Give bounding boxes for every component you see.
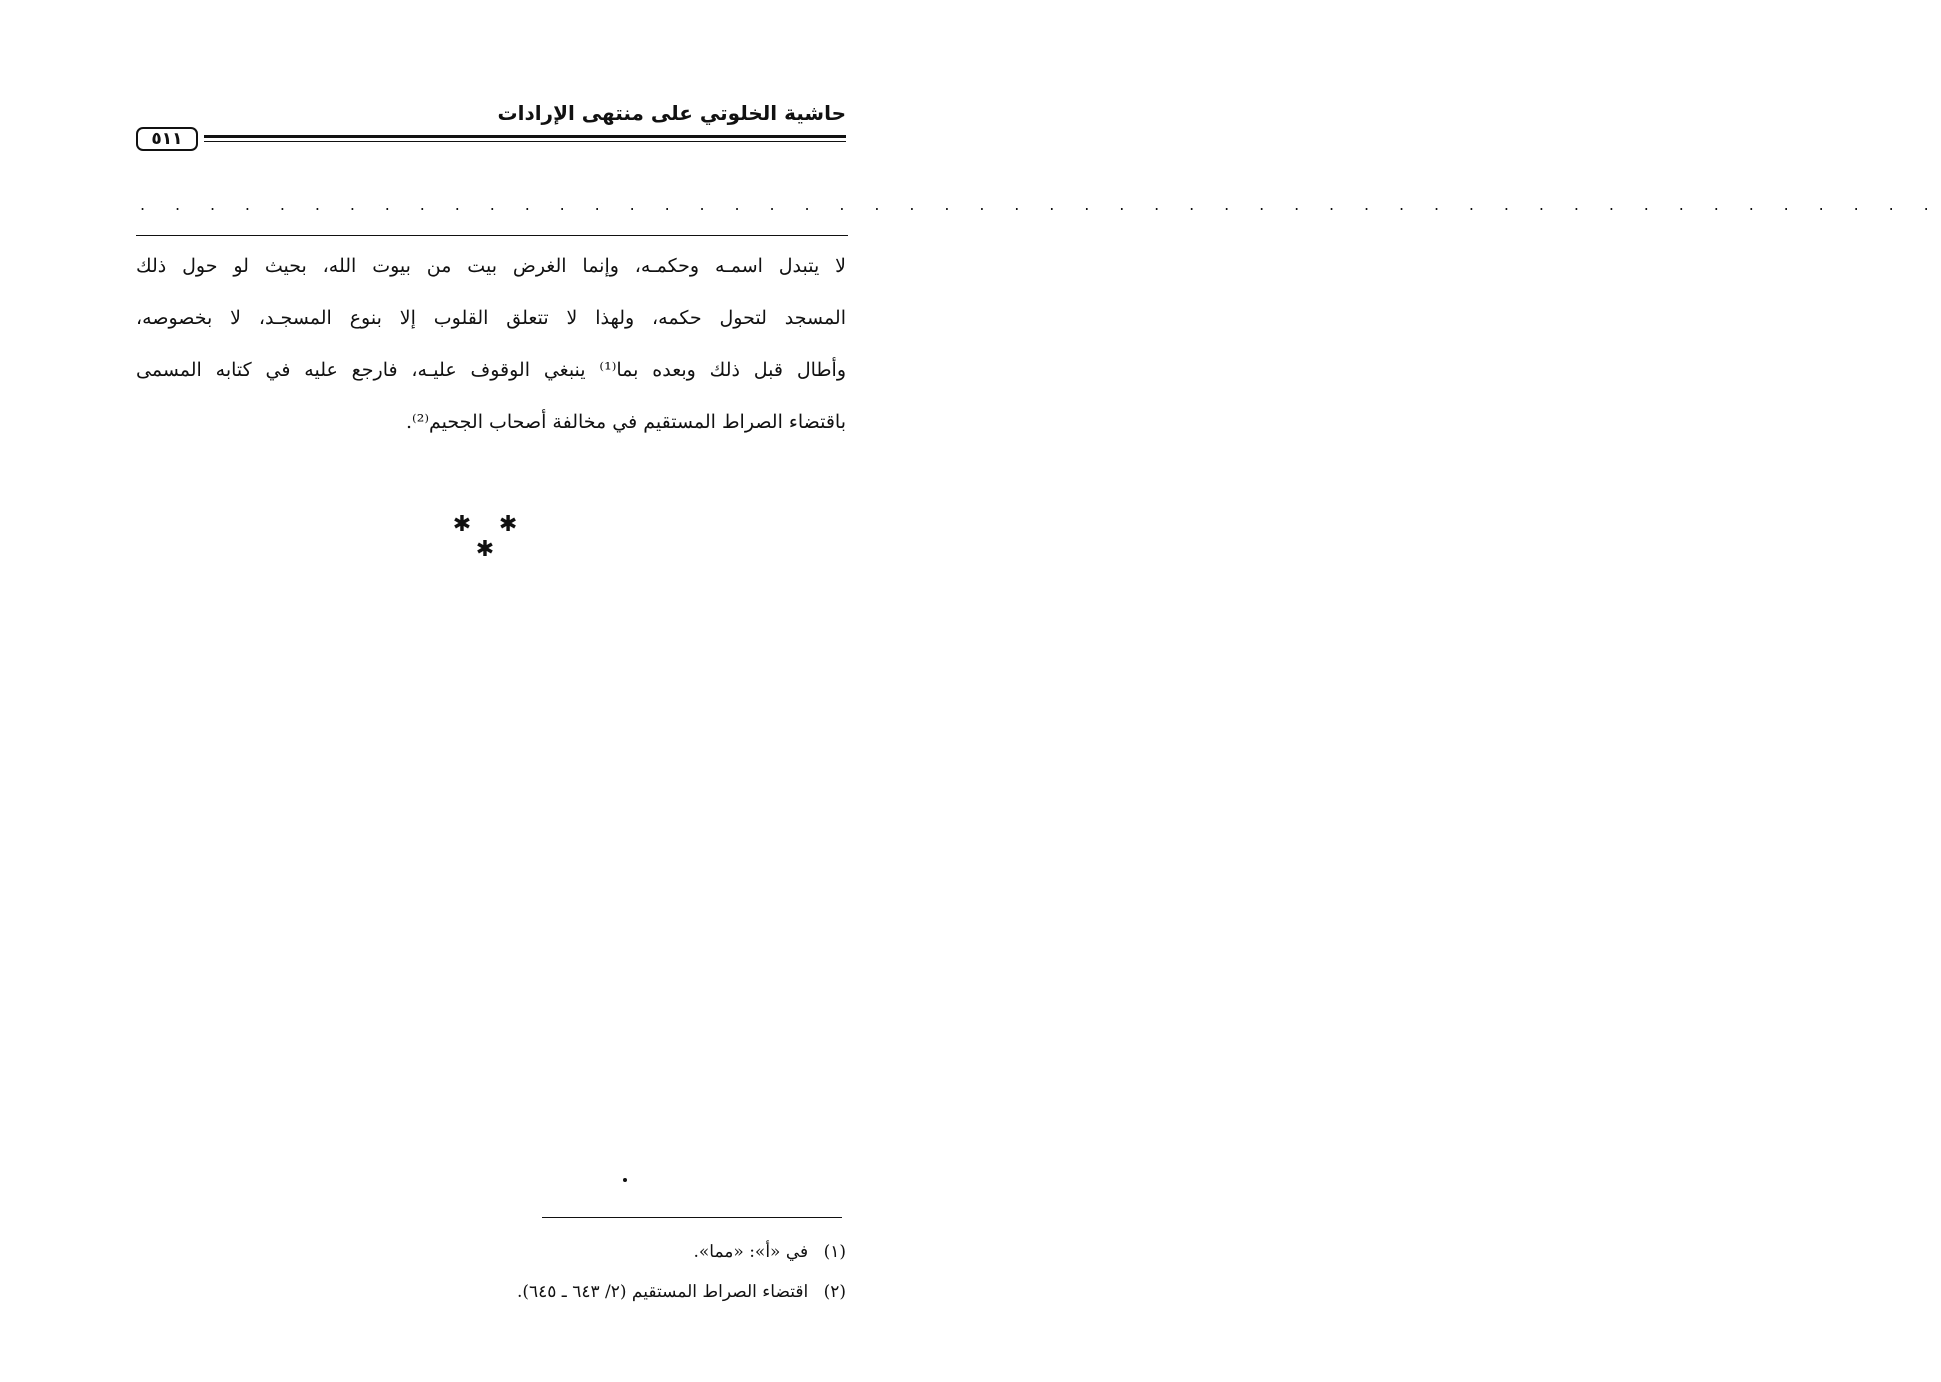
footnote-item xyxy=(286,1232,846,1272)
footnote-marker: (٢) xyxy=(823,1282,846,1302)
stray-dot xyxy=(623,1178,627,1182)
footnote-item xyxy=(286,1272,846,1312)
header-rule-thin xyxy=(204,141,846,142)
text-line: باقتضاء الصراط المستقيم في مخالفة أصحاب الجحيم⁽²⁾. xyxy=(405,411,846,433)
text-line: وأطال قبل ذلك وبعده بما⁽¹⁾ ينبغي الوقوف عليـه، فارجع عليه في كتابه المسمى xyxy=(136,359,846,381)
footnote-text: في «أ»: «مما». xyxy=(693,1242,809,1262)
running-header-title: حاشية الخلوتي على منتهى الإرادات xyxy=(497,101,846,125)
section-break-stars: ✱ ✱ ✱ xyxy=(452,512,528,562)
footnote-rule xyxy=(542,1217,842,1218)
ellipsis-dots-row: . . . . . . . . . . . . . . . . . . . . . . . . . . . . . . . . . . . . . . . . . . . . . . . . . . . . xyxy=(140,195,1941,214)
footnote-text: اقتضاء الصراط المستقيم (٢/ ٦٤٣ ـ ٦٤٥). xyxy=(516,1282,809,1302)
body-top-rule xyxy=(136,235,848,236)
footnotes-block xyxy=(286,1232,846,1312)
text-line: المسجد لتحول حكمه، ولهذا لا تتعلق القلوب إلا بنوع المسجـد، لا بخصوصه، xyxy=(136,307,846,329)
main-text-block xyxy=(136,240,846,448)
text-line: لا يتبدل اسمـه وحكمـه، وإنما الغرض بيت من بيوت الله، بحيث لو حول ذلك xyxy=(136,255,846,277)
page-number-badge: ٥١١ xyxy=(136,127,198,151)
footnote-marker: (١) xyxy=(823,1242,846,1262)
header-rule-thick xyxy=(204,135,846,138)
